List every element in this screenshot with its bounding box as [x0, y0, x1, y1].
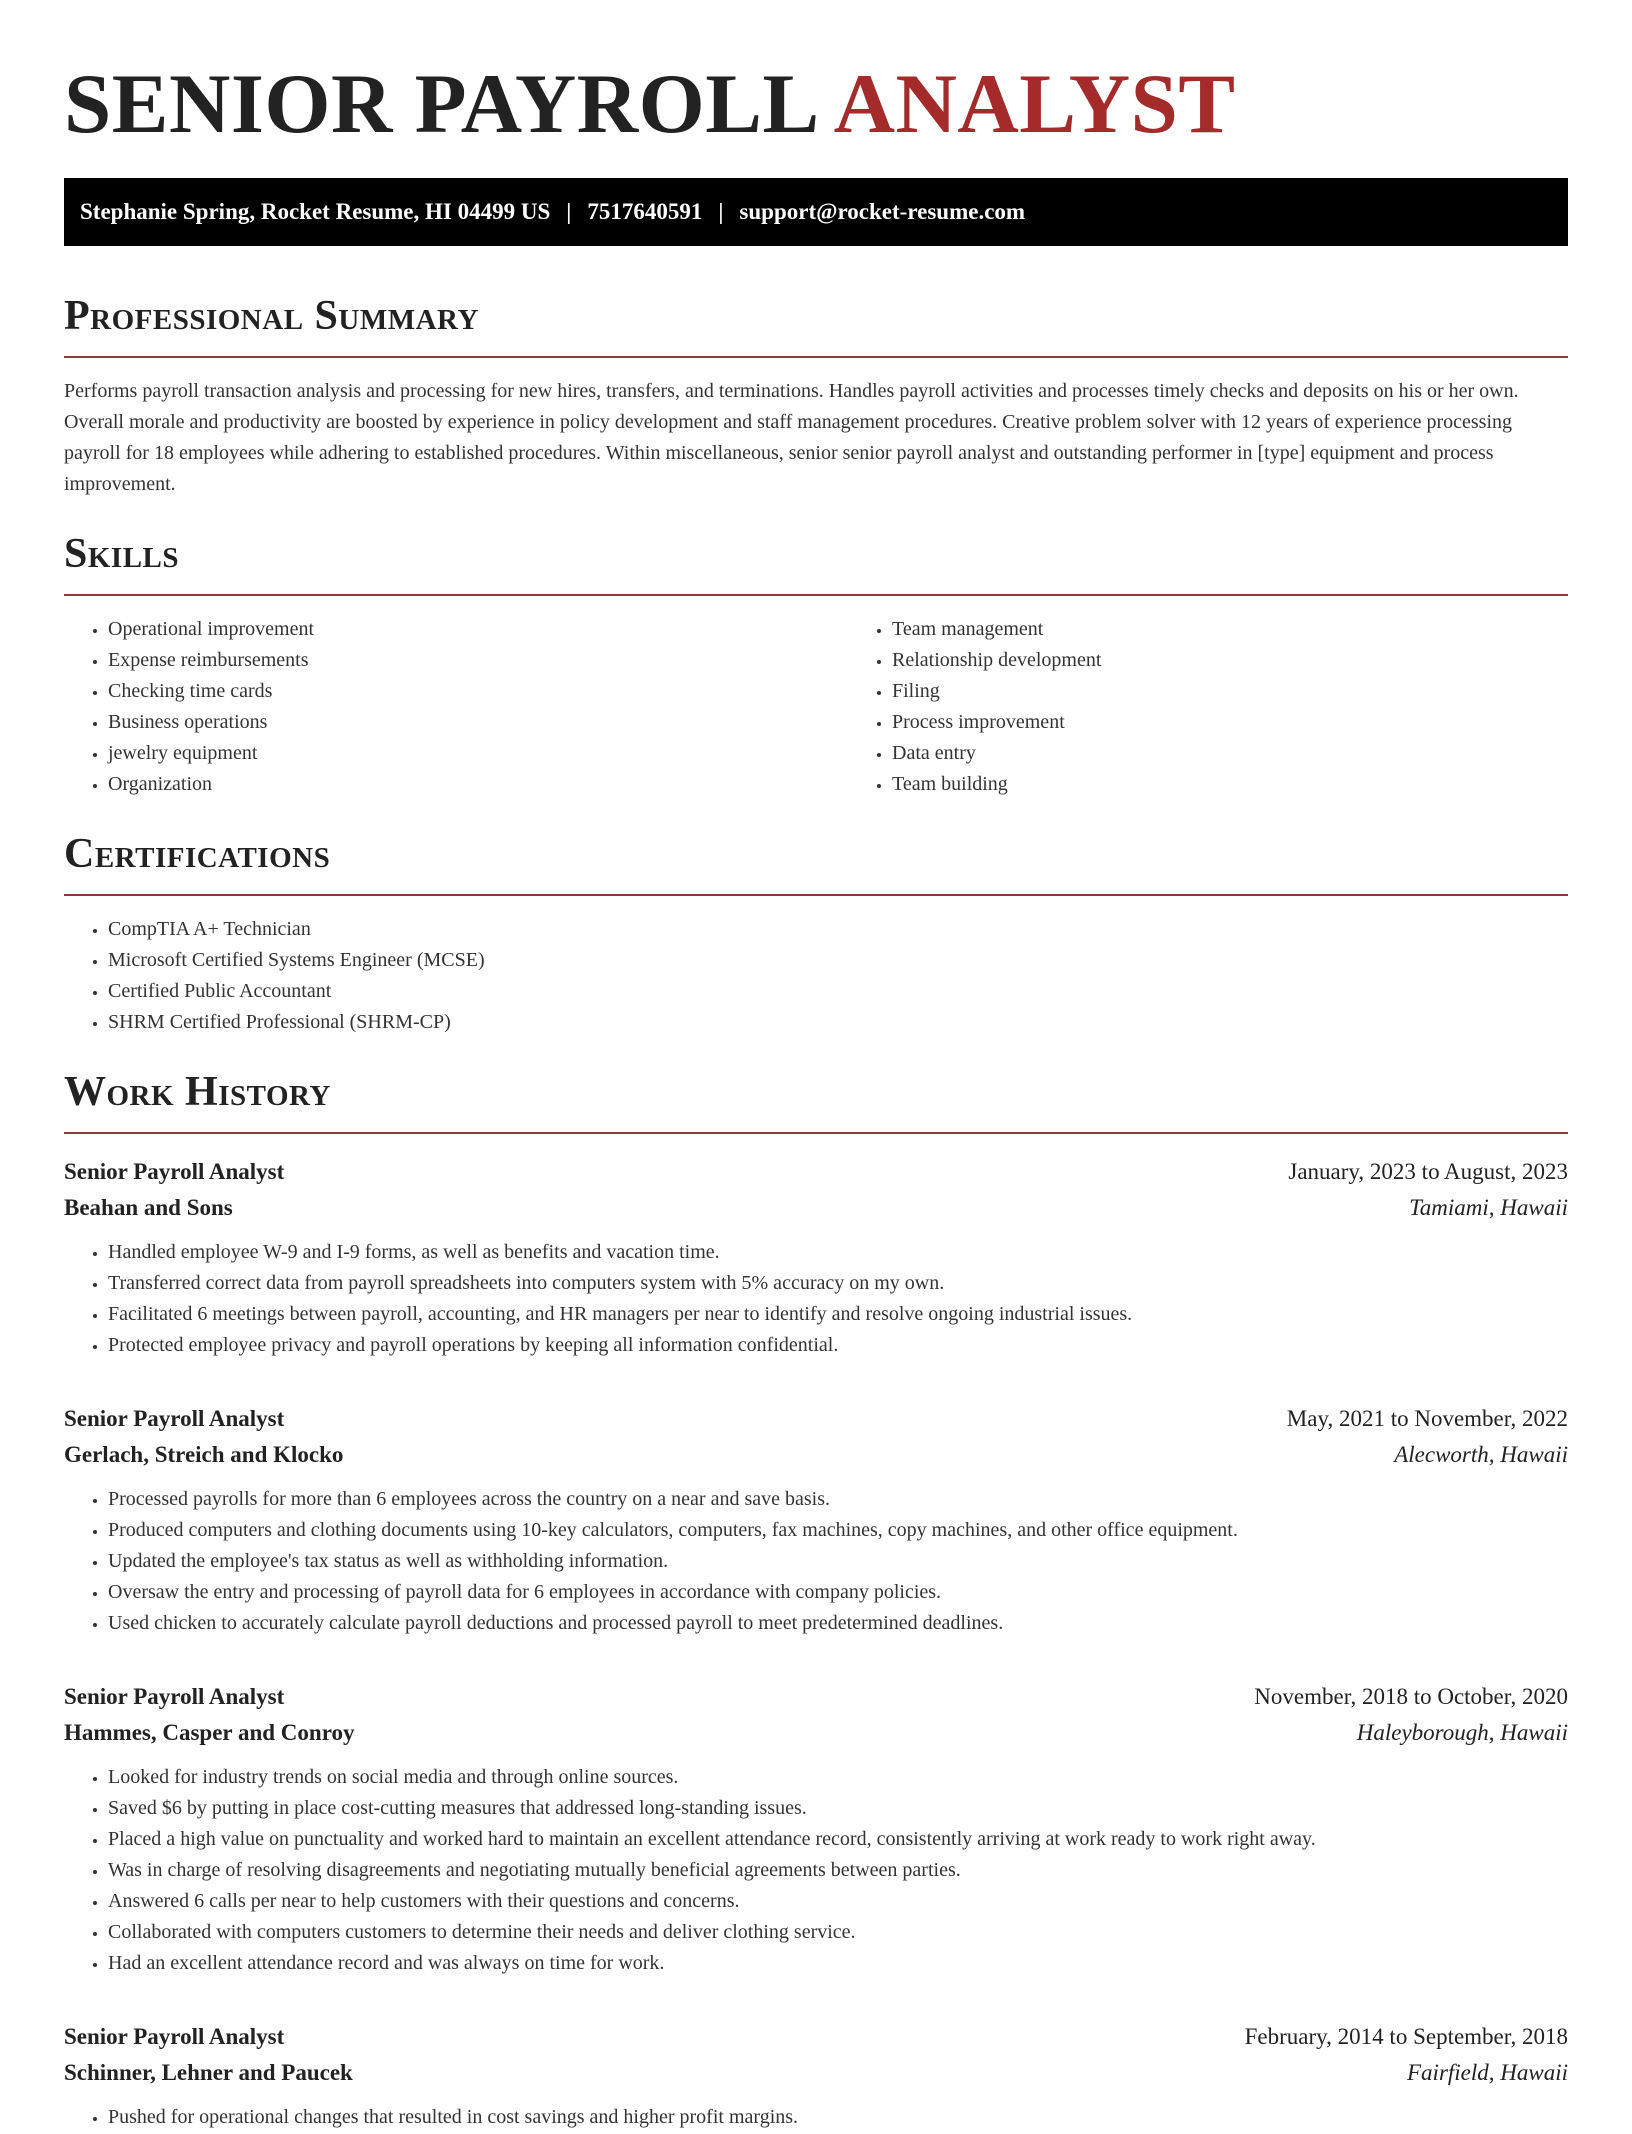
skill-item: • Filing [892, 676, 1568, 707]
skills-section [64, 528, 1568, 800]
section-divider [64, 356, 1568, 358]
job-bullet: • Was in charge of resolving disagreements and negotiating mutually beneficial agreements between parties. [108, 1855, 1568, 1886]
job-header-row [64, 1401, 1568, 1437]
job-bullets [64, 1484, 1568, 1639]
skill-item: • jewelry equipment [108, 738, 848, 769]
job-bullet: • Answered 6 calls per near to help customers with their questions and concerns. [108, 1886, 1568, 1917]
job-title: Senior Payroll Analyst [64, 1406, 285, 1431]
contact-bar [64, 178, 1568, 246]
certifications-section [64, 828, 1568, 1038]
job-title: Senior Payroll Analyst [64, 1159, 285, 1184]
skill-item: • Process improvement [892, 707, 1568, 738]
summary-section [64, 290, 1568, 500]
section-heading: Professional Summary [64, 293, 479, 339]
skills-list-left [64, 614, 848, 800]
section-divider [64, 894, 1568, 896]
job-company-row [64, 2055, 1568, 2091]
job-bullet: • Collaborated with computers customers to determine their needs and deliver clothing service. [108, 1917, 1568, 1948]
job-bullet: • Protected employee privacy and payroll operations by keeping all information confidential. [108, 1330, 1568, 1361]
contact-separator: | [718, 199, 724, 224]
job-entry [64, 1401, 1568, 1639]
title-accent: ANALYST [833, 57, 1236, 151]
contact-email[interactable]: support@rocket-resume.com [739, 199, 1026, 224]
job-title: Senior Payroll Analyst [64, 2024, 285, 2049]
section-heading: Certifications [64, 831, 331, 877]
job-location: Alecworth, Hawaii [1394, 1442, 1568, 1467]
job-bullets [64, 2102, 1568, 2133]
job-bullet: • Facilitated 6 meetings between payroll, accounting, and HR managers per near to identify and resolve ongoing industrial issues. [108, 1299, 1568, 1330]
job-bullet: • Placed a high value on punctuality and worked hard to maintain an excellent attendance record, consistently arriving at work ready to work right away. [108, 1824, 1568, 1855]
skill-item: • Team building [892, 769, 1568, 800]
certification-item: • SHRM Certified Professional (SHRM-CP) [108, 1007, 1568, 1038]
certification-item: • CompTIA A+ Technician [108, 914, 1568, 945]
job-dates: November, 2018 to October, 2020 [1254, 1684, 1568, 1709]
skill-item: • Organization [108, 769, 848, 800]
job-location: Tamiami, Hawaii [1409, 1195, 1568, 1220]
skill-item: • Operational improvement [108, 614, 848, 645]
job-bullet: • Transferred correct data from payroll spreadsheets into computers system with 5% accuracy on my own. [108, 1268, 1568, 1299]
skill-item: • Team management [892, 614, 1568, 645]
contact-address: Stephanie Spring, Rocket Resume, HI 04499 US [80, 199, 551, 224]
section-heading: Work History [64, 1069, 331, 1115]
work-history-section [64, 1066, 1568, 2133]
resume-title [64, 0, 1568, 152]
job-bullet: • Updated the employee's tax status as well as withholding information. [108, 1546, 1568, 1577]
skill-item: • Checking time cards [108, 676, 848, 707]
job-bullet: • Processed payrolls for more than 6 employees across the country on a near and save basis. [108, 1484, 1568, 1515]
job-dates: May, 2021 to November, 2022 [1286, 1406, 1568, 1431]
job-bullet: • Looked for industry trends on social media and through online sources. [108, 1762, 1568, 1793]
job-company-row [64, 1715, 1568, 1751]
summary-text: Performs payroll transaction analysis and processing for new hires, transfers, and terminations. Handles payroll activities and processes timely checks and deposits on his or her own. Overall morale and productivity are boosted by experience in policy development and staff management procedures. Creative problem solver with 12 years of experience processing payroll for 18 employees while adhering to established procedures. Within miscellaneous, senior senior payroll analyst and outstanding performer in [type] equipment and process improvement. [64, 380, 1519, 495]
skill-item: • Data entry [892, 738, 1568, 769]
job-company-row [64, 1190, 1568, 1226]
job-entry [64, 1679, 1568, 1979]
job-company: Schinner, Lehner and Paucek [64, 2060, 353, 2085]
skill-item: • Business operations [108, 707, 848, 738]
section-divider [64, 1132, 1568, 1134]
job-bullet: • Had an excellent attendance record and was always on time for work. [108, 1948, 1568, 1979]
job-header-row [64, 2019, 1568, 2055]
job-company: Beahan and Sons [64, 1195, 233, 1220]
contact-separator: | [566, 199, 572, 224]
job-location: Haleyborough, Hawaii [1356, 1720, 1568, 1745]
job-company: Hammes, Casper and Conroy [64, 1720, 355, 1745]
job-bullet: • Handled employee W-9 and I-9 forms, as well as benefits and vacation time. [108, 1237, 1568, 1268]
job-dates: January, 2023 to August, 2023 [1288, 1159, 1568, 1184]
section-heading: Skills [64, 531, 180, 577]
job-entry [64, 1154, 1568, 1361]
certifications-list [64, 914, 1568, 1038]
certification-item: • Microsoft Certified Systems Engineer (MCSE) [108, 945, 1568, 976]
job-bullet: • Produced computers and clothing documents using 10-key calculators, computers, fax machines, copy machines, and other office equipment. [108, 1515, 1568, 1546]
job-bullet: • Pushed for operational changes that resulted in cost savings and higher profit margins. [108, 2102, 1568, 2133]
job-bullets [64, 1762, 1568, 1979]
job-bullet: • Oversaw the entry and processing of payroll data for 6 employees in accordance with company policies. [108, 1577, 1568, 1608]
job-bullet: • Saved $6 by putting in place cost-cutting measures that addressed long-standing issues. [108, 1793, 1568, 1824]
job-header-row [64, 1154, 1568, 1190]
job-company: Gerlach, Streich and Klocko [64, 1442, 344, 1467]
skill-item: • Relationship development [892, 645, 1568, 676]
job-company-row [64, 1437, 1568, 1473]
certification-item: • Certified Public Accountant [108, 976, 1568, 1007]
job-location: Fairfield, Hawaii [1407, 2060, 1568, 2085]
job-title: Senior Payroll Analyst [64, 1684, 285, 1709]
skills-grid [64, 596, 1568, 800]
job-bullet: • Used chicken to accurately calculate payroll deductions and processed payroll to meet predetermined deadlines. [108, 1608, 1568, 1639]
job-entry [64, 2019, 1568, 2133]
job-bullets [64, 1237, 1568, 1361]
contact-phone: 7517640591 [587, 199, 703, 224]
job-dates: February, 2014 to September, 2018 [1244, 2024, 1568, 2049]
title-main: SENIOR PAYROLL [64, 57, 820, 151]
skills-list-right [848, 614, 1568, 800]
skill-item: • Expense reimbursements [108, 645, 848, 676]
job-header-row [64, 1679, 1568, 1715]
